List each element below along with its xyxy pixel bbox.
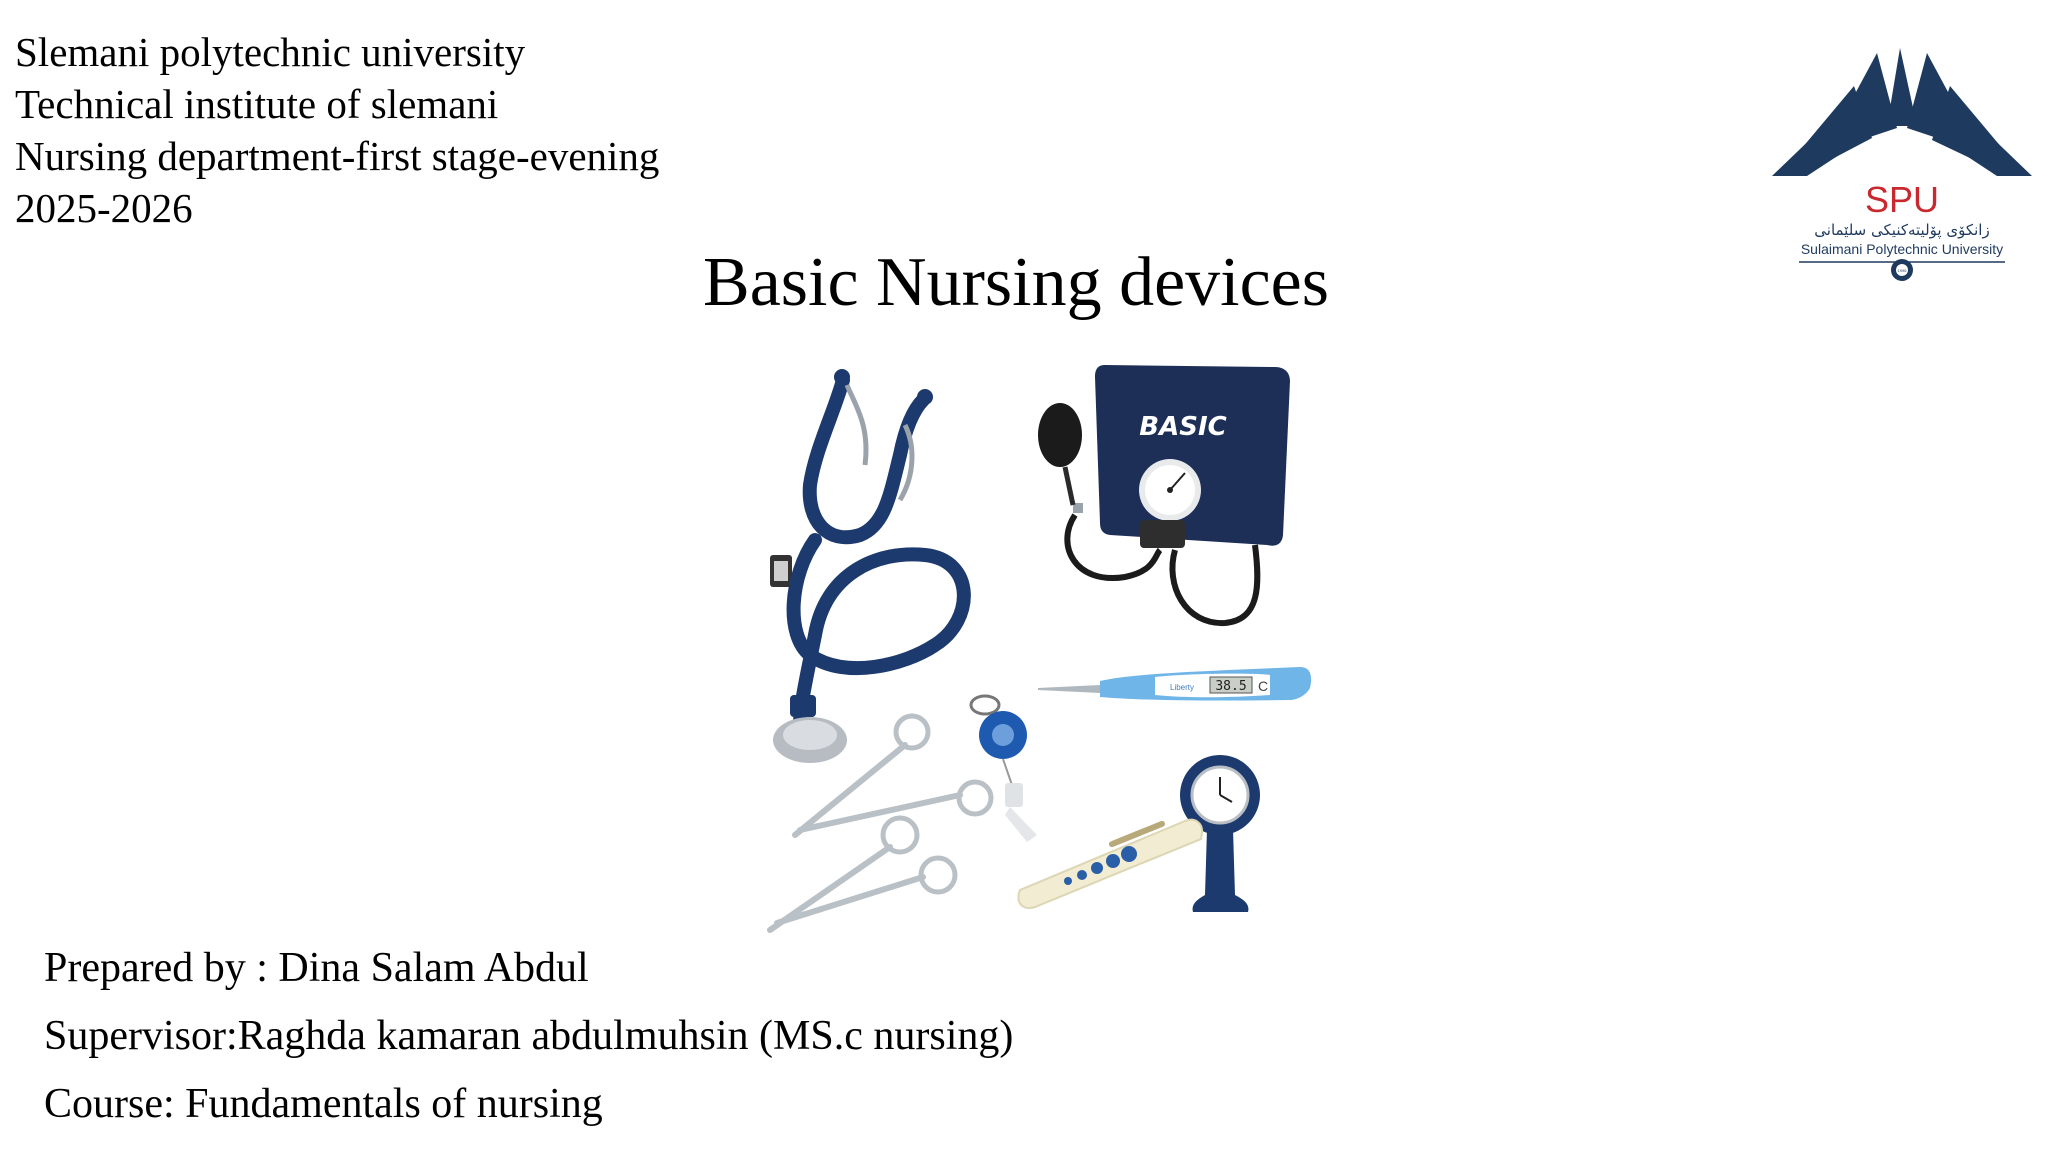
prepared-by: Prepared by : Dina Salam Abdul — [44, 945, 589, 991]
penlight-icon — [1018, 820, 1202, 908]
spu-logo — [1772, 48, 2032, 284]
supervisor: Supervisor:Raghda kamaran abdulmuhsin (MS.c nursing) — [44, 1013, 1014, 1059]
thermometer-brand: Liberty — [1170, 683, 1195, 692]
spu-logo-rays — [1772, 48, 2032, 176]
slide-title — [0, 238, 2048, 328]
academic-year: 2025-2026 — [15, 185, 193, 231]
spu-logo-abbr: SPU — [1864, 179, 1940, 220]
thermometer-unit: C — [1257, 678, 1269, 694]
badge-reel-icon — [971, 696, 1037, 842]
course-name: Course: Fundamentals of nursing — [44, 1081, 603, 1127]
cuff-brand-label: BASIC — [1139, 412, 1227, 442]
spu-logo-kurdish-name: زانکۆی پۆلیتەکنیکی سلێمانی — [1814, 221, 1990, 239]
blood-pressure-monitor-icon — [1038, 365, 1290, 623]
university-name: Slemani polytechnic university — [15, 29, 526, 75]
spu-logo-english-name: Sulaimani Polytechnic University — [1800, 241, 2004, 257]
gear-icon — [1891, 259, 1913, 281]
institute-name: Technical institute of slemani — [15, 81, 499, 127]
institution-header — [15, 26, 659, 234]
spu-logo-year: 1996 — [1897, 268, 1907, 273]
slide-title-text: Basic Nursing devices — [703, 244, 1329, 321]
nursing-devices-illustration — [755, 355, 1315, 945]
stethoscope-icon — [770, 369, 964, 763]
department-name: Nursing department-first stage-evening — [15, 133, 660, 179]
thermometer-icon — [1038, 667, 1311, 701]
thermometer-reading: 38.5 — [1215, 679, 1247, 694]
credits-block — [44, 934, 1013, 1138]
